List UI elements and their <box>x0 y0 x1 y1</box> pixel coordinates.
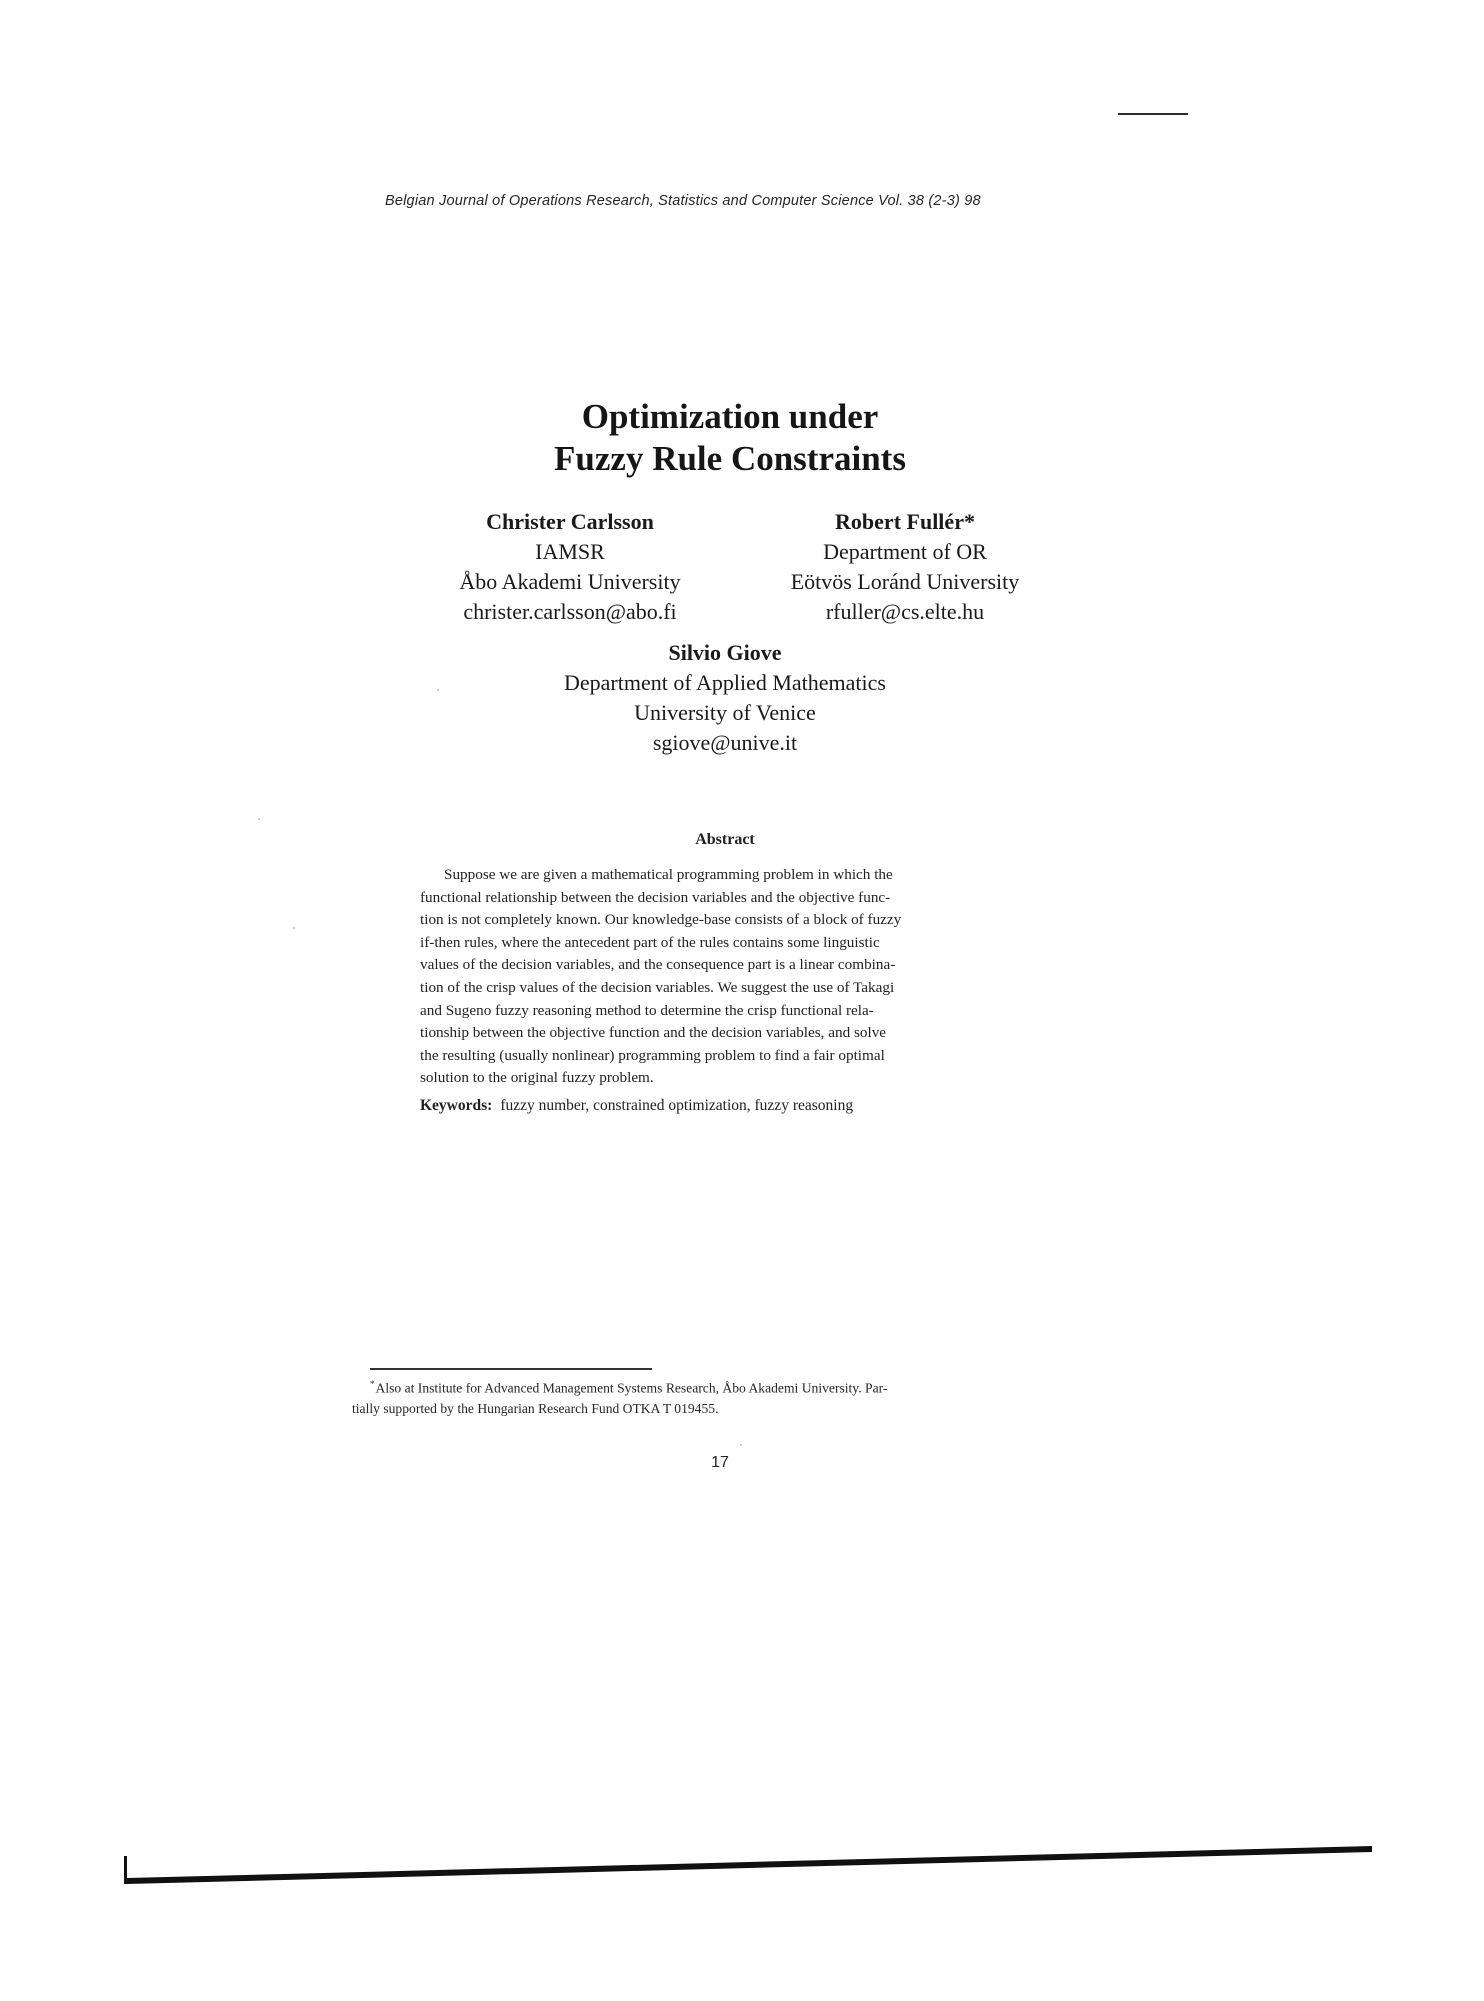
abstract-line: Suppose we are given a mathematical programming problem in which the <box>444 866 893 883</box>
scan-edge-bar <box>127 1846 1372 1884</box>
author-email: rfuller@cs.elte.hu <box>825 599 985 624</box>
author-name: Robert Fullér* <box>835 509 975 534</box>
scan-speck <box>740 1444 742 1446</box>
abstract-line: functional relationship between the decision variables and the objective func- <box>420 888 891 906</box>
abstract-line: tion is not completely known. Our knowledge-base consists of a block of fuzzy <box>420 911 902 929</box>
author-dept: Department of OR <box>823 539 987 564</box>
author-institution: Eötvös Loránd University <box>790 569 1020 594</box>
abstract-line: tion of the crisp values of the decision variables. We suggest the use of Takagi <box>420 978 895 996</box>
author-name: Silvio Giove <box>668 640 782 665</box>
abstract-heading: Abstract <box>695 831 755 848</box>
abstract-line: if-then rules, where the antecedent part of the rules contains some linguistic <box>420 933 880 951</box>
footnote-line-1 <box>352 1374 1080 1399</box>
scan-edge-corner <box>124 1856 127 1884</box>
scan-speck <box>258 818 260 820</box>
keywords-text: fuzzy number, constrained optimization, fuzzy reasoning <box>500 1097 854 1114</box>
author-email: christer.carlsson@abo.fi <box>463 599 677 624</box>
scan-edge-artifact <box>0 1840 1484 1900</box>
footnote-line-1-text: Also at Institute for Advanced Management Systems Research, Åbo Akademi University. Par- <box>375 1380 888 1396</box>
abstract-line: and Sugeno fuzzy reasoning method to determine the crisp functional rela- <box>420 1001 874 1019</box>
page-number: 17 <box>711 1454 729 1471</box>
author-name: Christer Carlsson <box>486 509 654 534</box>
abstract-body <box>420 864 1030 1090</box>
paper-title <box>440 396 1020 480</box>
author-email: sgiove@unive.it <box>652 730 798 755</box>
author-institution: Åbo Akademi University <box>459 569 681 594</box>
author-institution: University of Venice <box>634 700 816 725</box>
author-dept: Department of Applied Mathematics <box>564 670 886 695</box>
abstract-line: values of the decision variables, and the consequence part is a linear combina- <box>420 956 896 974</box>
keywords-label: Keywords: <box>420 1097 493 1114</box>
scan-rule-top <box>1118 113 1188 115</box>
keywords <box>420 1097 1030 1115</box>
abstract-line: tionship between the objective function and the decision variables, and solve <box>420 1024 887 1042</box>
abstract-line: solution to the original fuzzy problem. <box>420 1069 654 1087</box>
journal-header: Belgian Journal of Operations Research, Statistics and Computer Science Vol. 38 (2-3) 98 <box>385 193 981 209</box>
scan-speck <box>437 689 439 691</box>
author-dept: IAMSR <box>535 539 605 564</box>
footnote-line-2: tially supported by the Hungarian Research Fund OTKA T 019455. <box>352 1400 719 1416</box>
footnote-text-1 <box>370 1374 887 1399</box>
footnote <box>352 1374 1080 1419</box>
title-line-1: Optimization under <box>581 397 879 436</box>
author-block-carlsson <box>380 507 760 627</box>
abstract-line: the resulting (usually nonlinear) programming problem to find a fair optimal <box>420 1046 885 1064</box>
footnote-rule <box>370 1368 652 1370</box>
author-block-giove <box>450 638 1000 758</box>
scan-speck <box>293 927 295 929</box>
title-line-2: Fuzzy Rule Constraints <box>554 439 906 478</box>
footnote-marker: * <box>370 1379 375 1389</box>
author-block-fuller <box>705 507 1105 627</box>
